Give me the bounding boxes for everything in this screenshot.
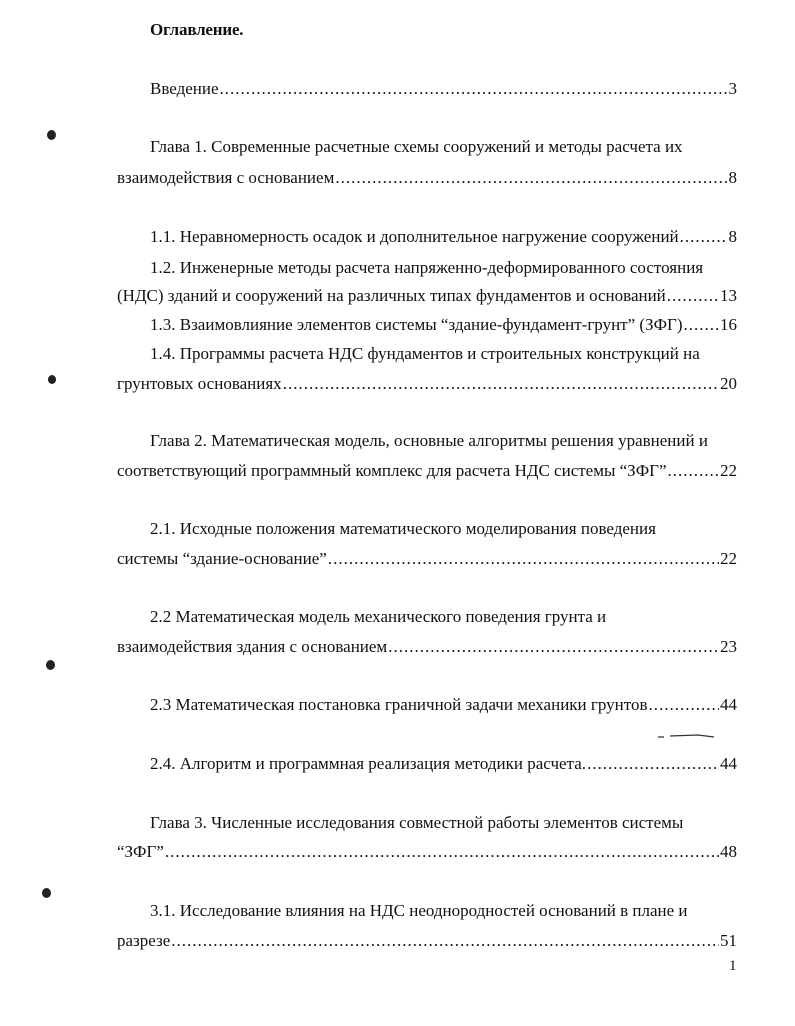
- toc-entry-page: 44: [720, 695, 737, 714]
- scan-speck: [47, 130, 56, 140]
- leader-dots: [328, 547, 719, 571]
- leader-dots: [648, 693, 719, 717]
- toc-entry-page: 8: [728, 168, 737, 187]
- toc-entry-page: 48: [720, 842, 737, 861]
- leader-dots: [587, 752, 719, 776]
- leader-dots: [220, 77, 728, 101]
- toc-entry-title: (НДС) зданий и сооружений на различных типах фундаментов и оснований: [117, 286, 666, 305]
- scan-speck: [46, 660, 55, 670]
- toc-entry-chapter-3-line2: [117, 840, 737, 864]
- page-number: 1: [729, 958, 737, 974]
- toc-entry-1-2-line1: 1.2. Инженерные методы расчета напряженно-деформированного состояния: [150, 258, 704, 277]
- scan-speck: [42, 888, 51, 898]
- toc-entry-title: “ЗФГ”: [117, 842, 164, 861]
- toc-entry-1-4-line2: [117, 372, 737, 396]
- toc-entry-page: 22: [720, 461, 737, 480]
- scan-scratch: [658, 733, 716, 739]
- leader-dots: [171, 929, 719, 953]
- toc-entry-title: взаимодействия здания с основанием: [117, 637, 388, 656]
- toc-entry-chapter-1-line1: Глава 1. Современные расчетные схемы сооружений и методы расчета их: [150, 137, 683, 156]
- toc-entry-1-4-line1: 1.4. Программы расчета НДС фундаментов и строительных конструкций на: [150, 344, 700, 363]
- leader-dots: [388, 635, 719, 659]
- toc-entry-page: 23: [720, 637, 737, 656]
- toc-entry-title: 1.1. Неравномерность осадок и дополнительное нагружение сооружений: [150, 227, 679, 246]
- leader-dots: [680, 225, 728, 249]
- toc-entry-2-3: [150, 693, 737, 717]
- leader-dots: [335, 166, 727, 190]
- toc-heading: Оглавление.: [150, 20, 244, 39]
- toc-entry-page: 51: [720, 931, 737, 950]
- toc-entry-3-1-line2: [117, 929, 737, 953]
- toc-entry-chapter-2-line2: [117, 459, 737, 483]
- toc-entry-2-2-line2: [117, 635, 737, 659]
- toc-entry-2-2-line1: 2.2 Математическая модель механического поведения грунта и: [150, 607, 607, 626]
- toc-entry-intro: [150, 77, 737, 101]
- toc-entry-title: соответствующий программный комплекс для расчета НДС системы “ЗФГ”: [117, 461, 667, 480]
- toc-entry-title: 2.4. Алгоритм и программная реализация методики расчета.: [150, 754, 586, 773]
- toc-entry-title: системы “здание-основание”: [117, 549, 327, 568]
- toc-entry-1-3: [150, 313, 737, 337]
- toc-entry-1-2-line2: [117, 284, 737, 308]
- scan-speck: [48, 375, 56, 384]
- toc-entry-2-1-line2: [117, 547, 737, 571]
- toc-entry-2-1-line1: 2.1. Исходные положения математического моделирования поведения: [150, 519, 656, 538]
- toc-entry-page: 22: [720, 549, 737, 568]
- toc-entry-title: 2.3 Математическая постановка граничной задачи механики грунтов: [150, 695, 648, 714]
- toc-entry-title: взаимодействия с основанием: [117, 168, 335, 187]
- toc-entry-page: 44: [720, 754, 737, 773]
- leader-dots: [165, 840, 719, 864]
- toc-entry-1-1: [150, 225, 737, 249]
- leader-dots: [283, 372, 719, 396]
- toc-entry-page: 16: [720, 315, 737, 334]
- toc-entry-page: 3: [728, 79, 737, 98]
- toc-entry-title: 1.3. Взаимовлияние элементов системы “здание-фундамент-грунт” (ЗФГ): [150, 315, 683, 334]
- toc-entry-chapter-3-line1: Глава 3. Численные исследования совместной работы элементов системы: [150, 813, 684, 832]
- toc-entry-page: 8: [728, 227, 737, 246]
- toc-entry-title: Введение: [150, 79, 219, 98]
- toc-entry-title: разрезе: [117, 931, 171, 950]
- leader-dots: [668, 459, 719, 483]
- toc-entry-2-4: [150, 752, 737, 776]
- toc-entry-chapter-1-line2: [117, 166, 737, 190]
- toc-entry-chapter-2-line1: Глава 2. Математическая модель, основные алгоритмы решения уравнений и: [150, 431, 708, 450]
- toc-entry-page: 20: [720, 374, 737, 393]
- leader-dots: [684, 313, 720, 337]
- toc-entry-page: 13: [720, 286, 737, 305]
- toc-entry-3-1-line1: 3.1. Исследование влияния на НДС неоднородностей оснований в плане и: [150, 901, 688, 920]
- toc-entry-title: грунтовых основаниях: [117, 374, 282, 393]
- leader-dots: [667, 284, 719, 308]
